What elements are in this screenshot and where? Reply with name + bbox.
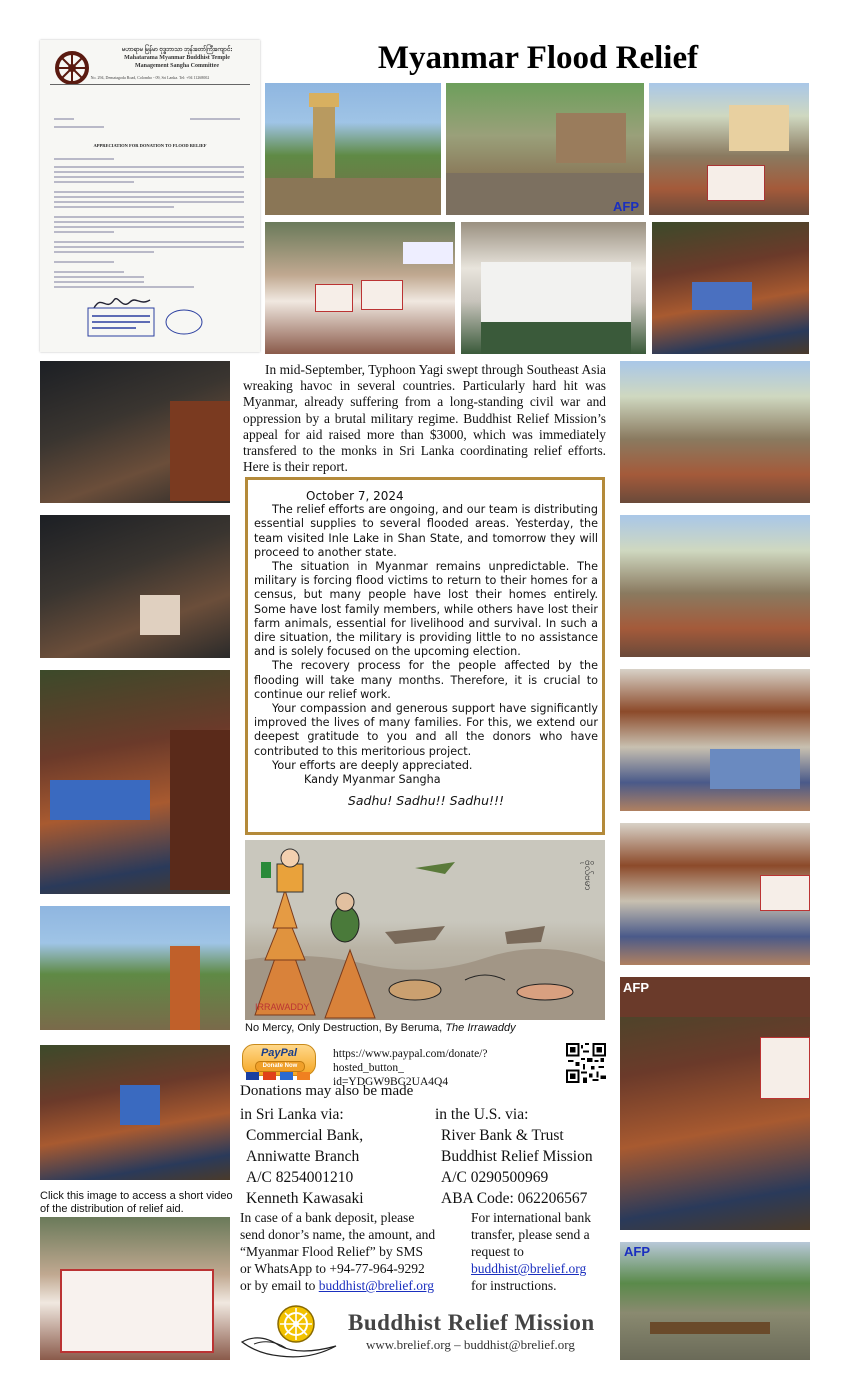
us-bank-block [435,1104,593,1209]
instruction-line: request to [471,1244,524,1259]
bank-line: ABA Code: 062206567 [441,1190,588,1207]
photo-hats-crowd [620,361,810,503]
cartoon-signature: ဗိုလ်ဗမာ [582,860,593,891]
instruction-line: For international bank [471,1210,591,1225]
email-link[interactable]: buddhist@brelief.org [471,1261,587,1276]
email-prefix: or by email to [240,1278,319,1293]
dharma-wheel-icon [54,50,90,86]
photo-donation-ceremony [649,83,809,215]
photo-flood-boat [620,1242,810,1360]
letter-header-line: Management Sangha Committee [135,63,219,69]
photo-monk-helping-elder [620,977,810,1230]
photo-relief-banner-group [265,222,455,354]
instruction-line: In case of a bank deposit, please [240,1210,415,1225]
paypal-url-line: https://www.paypal.com/donate/?hosted_button_ [333,1048,488,1074]
video-thumbnail-link[interactable] [40,1217,230,1360]
bank-line: Buddhist Relief Mission [441,1148,593,1165]
report-paragraph: The recovery process for the people affected by the flooding will take many months. Therefore, it is crucial to continue our relief work. [254,659,598,701]
photo-flooded-pagoda [265,83,441,215]
us-heading: in the U.S. via: [435,1106,529,1123]
sri-lanka-bank-block [240,1104,364,1209]
instruction-line: transfer, please send a [471,1227,590,1242]
instruction-line: send donor’s name, the amount, and [240,1227,436,1242]
photo-students-receiving-aid [461,222,646,354]
cartoon-image [245,840,605,1020]
report-date: October 7, 2024 [306,489,404,503]
photo-monk-handing-package [40,670,230,894]
report-paragraph: The relief efforts are ongoing, and our team is distributing essential supplies to several flooded areas. Yesterday, the team visited Inle Lake in Shan State, and tomorrow they will proceed to another state. [254,503,598,559]
photo-clothing-stacks [620,823,810,965]
caption-text: No Mercy, Only Destruction, By Beruma, [245,1022,446,1034]
bank-line: A/C 0290500969 [441,1169,549,1186]
donations-heading: Donations may also be made [240,1083,414,1099]
instruction-line: or WhatsApp to +94-77-964-9292 [240,1261,425,1276]
bank-deposit-instructions [240,1209,465,1294]
bank-line: Commercial Bank, [246,1127,364,1144]
afp-credit: AFP [613,199,639,214]
paypal-url-line: id=YDGW9BG2UA4Q4 [333,1076,449,1088]
cartoon-watermark: IRRAWADDY [255,1002,310,1012]
report-paragraph: Your compassion and generous support have significantly improved the lives of many families. For this, we extend our deepest gratitude to you and all the donors who have contributed to this meritorious project. [254,702,598,758]
footer-org-name: Buddhist Relief Mission [348,1310,595,1335]
letter-divider [50,84,250,85]
caption-source: The Irrawaddy [445,1022,516,1034]
paypal-logo: PayPal [260,1047,298,1059]
photo-monk-giving-blankets [652,222,809,354]
photo-night-distribution-1 [40,361,230,503]
instruction-line: for instructions. [471,1278,557,1293]
bank-line: River Bank & Trust [441,1127,564,1144]
afp-credit: AFP [624,1244,650,1259]
bank-line: Kenneth Kawasaki [246,1190,364,1207]
instruction-line: “Myanmar Flood Relief” by SMS [240,1244,423,1259]
donate-now-label: Donate Now [255,1061,305,1072]
report-sadhu: Sadhu! Sadhu!! Sadhu!!! [347,793,505,809]
report-paragraph: The situation in Myanmar remains unpredictable. The military is forcing flood victims to return to their homes for a census, but many people have lost their homes entirely. Some have lost family members, while others have lost their farm animals, essential for livelihood and survival. In such a dire situation, the military is providing little to no assistance and is solely focused on the upcoming election. [254,560,598,659]
footer-separator: – [454,1337,461,1352]
video-note: Click this image to access a short video of the distribution of relief aid. [40,1190,233,1215]
afp-credit: AFP [623,980,649,995]
photo-night-distribution-2 [40,515,230,658]
cartoon-caption [245,1022,516,1034]
bank-line: A/C 8254001210 [246,1169,354,1186]
photo-monks-distributing [40,1045,230,1180]
stamp-icon [86,302,206,342]
cartoon-illustration [245,840,605,1020]
sangha-report-box [245,477,605,835]
qr-code-icon[interactable] [566,1043,606,1083]
bank-line: Anniwatte Branch [246,1148,360,1165]
footer-email[interactable]: buddhist@brelief.org [463,1337,575,1352]
photo-supply-shed [620,669,810,811]
report-signature: Kandy Myanmar Sangha [304,773,441,787]
footer-contact [366,1337,575,1353]
appreciation-letter-image [40,40,260,352]
page-title: Myanmar Flood Relief [377,40,699,76]
intro-text [243,362,606,475]
letter-address: No. 294, Dematagoda Road, Colombo - 09, Sri Lanka. Tel: +94 11268002 [90,75,210,80]
intro-paragraph: In mid-September, Typhoon Yagi swept through Southeast Asia wreaking havoc in several countries. Particularly hard hit was Myanmar, already suffering from a long-standing civil war and oppression by a brutal military regime. Buddhist Relief Mission’s appeal for aid raised more than $3000, which was immediately transfered to the monks in Sri Lanka coordinating relief efforts. Here is their report. [243,362,606,475]
email-link[interactable]: buddhist@brelief.org [318,1278,435,1293]
brm-logo-icon [240,1302,340,1360]
letter-heading: APPRECIATION FOR DONATION TO FLOOD RELIEF [93,143,207,148]
intl-transfer-instructions [471,1209,611,1294]
photo-village-crowd [40,906,230,1030]
sri-lanka-heading: in Sri Lanka via: [240,1106,344,1123]
photo-flood-damage [446,83,644,215]
report-closing: Your efforts are deeply appreciated. [272,758,473,772]
photo-queue-village [620,515,810,657]
instruction-line [240,1277,465,1294]
letter-header-line: Mahatarama Myanmar Buddhist Temple [124,55,230,61]
footer-site[interactable]: www.brelief.org [366,1337,451,1352]
letter-header-line: မဟာရာမ မြန်မာ ဗုဒ္ဓဘာသာ ဘုန်းတော်ကြီးကျောင်း [122,47,232,53]
